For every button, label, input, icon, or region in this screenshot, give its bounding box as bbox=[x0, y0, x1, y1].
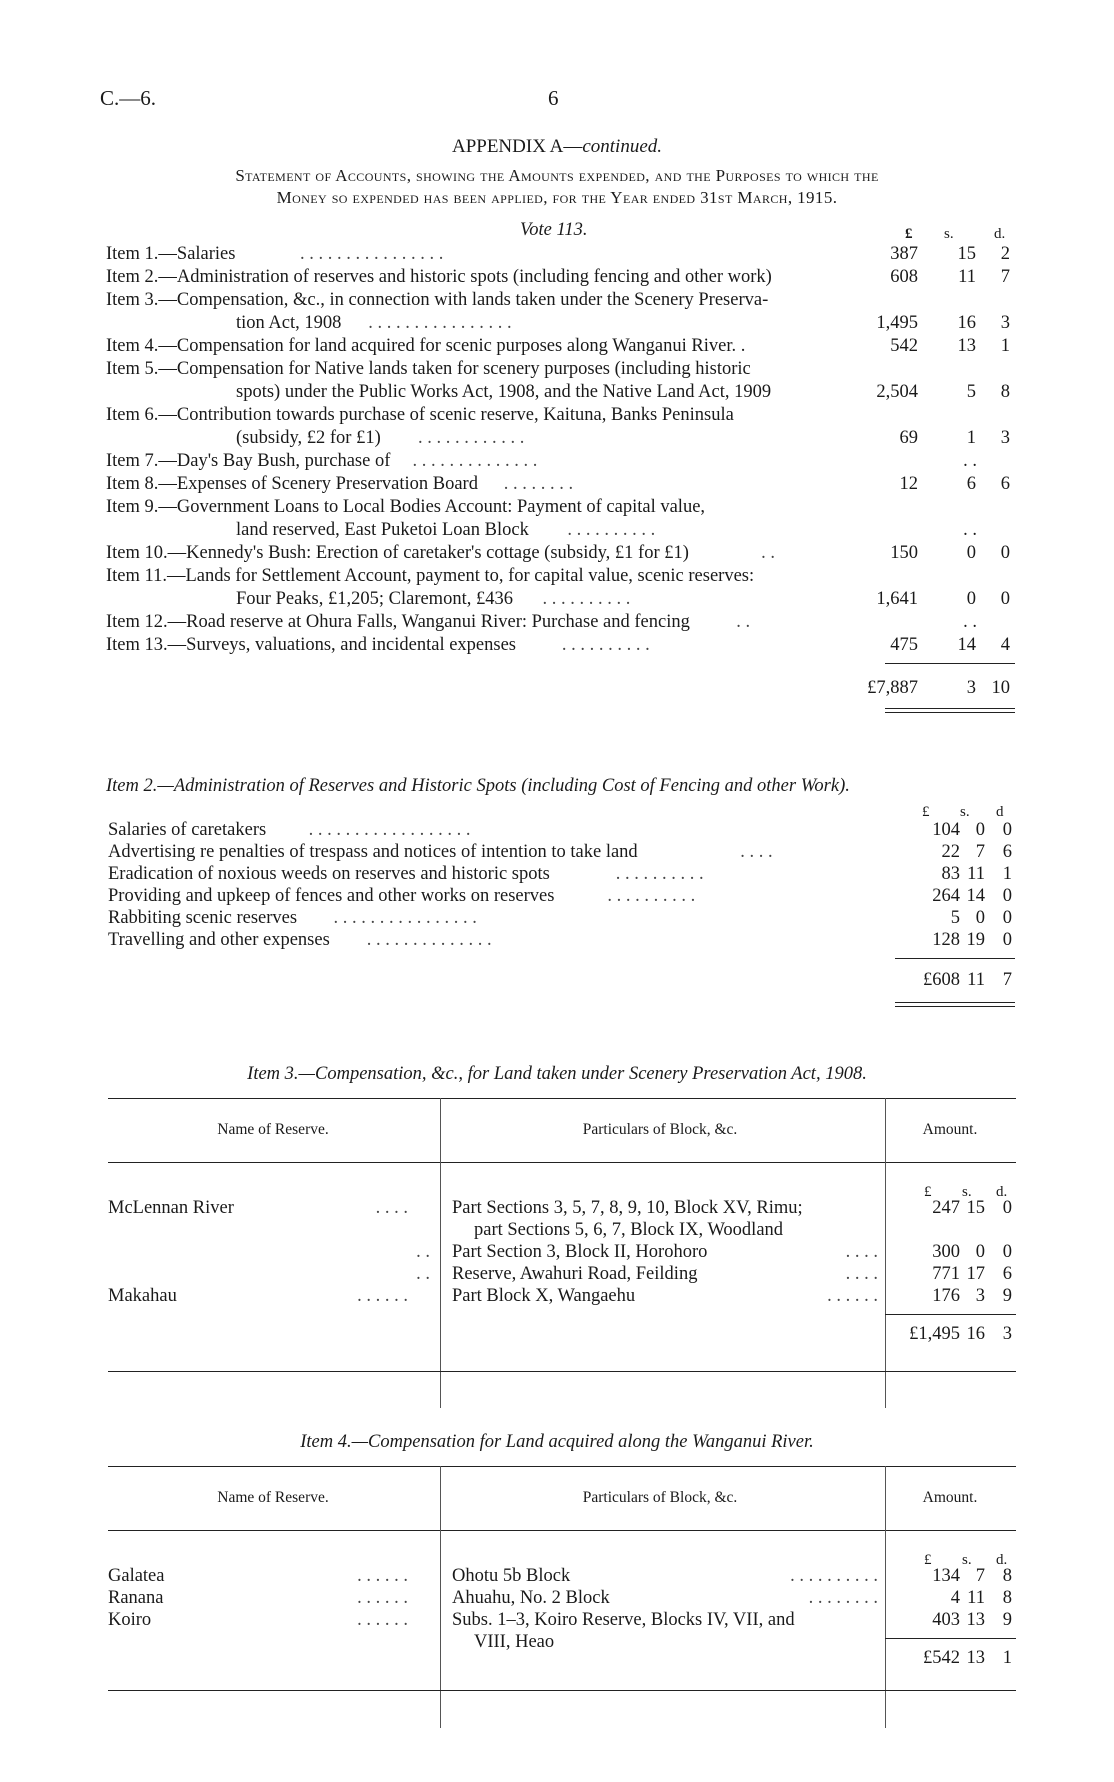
vote-item-blank: . . bbox=[963, 612, 977, 632]
item2-row-pence: 0 bbox=[1002, 886, 1012, 906]
item2-row-shillings: 7 bbox=[975, 842, 985, 862]
item3-total-shillings: 16 bbox=[966, 1324, 985, 1344]
item2-row-pounds: 128 bbox=[932, 930, 960, 950]
item3-row-particulars-dots: . . . . . . bbox=[827, 1286, 878, 1306]
item4-rule-bottom bbox=[108, 1690, 1016, 1691]
statement-line-1: Statement of Accounts, showing the Amounts expended, and the Purposes to which the bbox=[235, 166, 879, 185]
item3-row-particulars: Part Block X, Wangaehu bbox=[452, 1286, 636, 1306]
item4-row-shillings: 13 bbox=[966, 1610, 985, 1630]
item3-row-pounds: 176 bbox=[932, 1286, 960, 1306]
item4-vline-1 bbox=[440, 1466, 441, 1728]
item2-row-shillings: 11 bbox=[967, 864, 985, 884]
vote-item-pence: 7 bbox=[1000, 267, 1010, 287]
item2-col-pence: d bbox=[996, 804, 1004, 820]
vote-item-line: Item 8.—Expenses of Scenery Preservation Board bbox=[106, 474, 478, 494]
vote-item-dots: . . . . . . . . . . . . . . bbox=[412, 451, 538, 471]
item4-row-shillings: 11 bbox=[967, 1588, 985, 1608]
vote-item-shillings: 0 bbox=[966, 543, 976, 563]
item2-total-pounds: £608 bbox=[923, 970, 960, 990]
vote-item-line: Item 2.—Administration of reserves and historic spots (including fencing and other work) bbox=[106, 267, 772, 287]
vote-item-shillings: 14 bbox=[957, 635, 976, 655]
vote-item-shillings: 13 bbox=[957, 336, 976, 356]
vote-item-pounds: 542 bbox=[890, 336, 918, 356]
item2-row-pounds: 83 bbox=[941, 864, 960, 884]
item4-row-pence: 8 bbox=[1002, 1566, 1012, 1586]
vote-item-pence: 0 bbox=[1000, 543, 1010, 563]
item4-row-particulars-dots: . . . . . . . . . . bbox=[790, 1566, 878, 1586]
item2-row-label: Eradication of noxious weeds on reserves and historic spots bbox=[108, 864, 550, 884]
item4-header-name: Name of Reserve. bbox=[217, 1489, 329, 1506]
item4-col-pence: d. bbox=[996, 1552, 1008, 1568]
item4-header-particulars: Particulars of Block, &c. bbox=[582, 1489, 738, 1506]
item2-row-pence: 0 bbox=[1002, 908, 1012, 928]
vote-item-line: Item 10.—Kennedy's Bush: Erection of caretaker's cottage (subsidy, £1 for £1) bbox=[106, 543, 689, 563]
item2-row-shillings: 0 bbox=[975, 820, 985, 840]
vote-total-rule-top bbox=[885, 663, 1015, 664]
item4-total-pence: 1 bbox=[1002, 1648, 1012, 1668]
vote-item-pence: 4 bbox=[1000, 635, 1010, 655]
vote-item-line: Item 5.—Compensation for Native lands taken for scenery purposes (including historic bbox=[106, 359, 751, 379]
vote-item-blank: . . bbox=[963, 520, 977, 540]
item3-row-particulars-cont: part Sections 5, 6, 7, Block IX, Woodland bbox=[474, 1220, 784, 1240]
vote-item-pence: 1 bbox=[1000, 336, 1010, 356]
item2-row-dots: . . . . . . . . . . bbox=[607, 886, 696, 906]
appendix-title bbox=[0, 136, 1114, 158]
item2-row-shillings: 0 bbox=[975, 908, 985, 928]
item2-row-pence: 0 bbox=[1002, 820, 1012, 840]
vote-item-pence: 3 bbox=[1000, 428, 1010, 448]
item3-total-rule bbox=[885, 1314, 1016, 1315]
vote-item-pounds: 2,504 bbox=[876, 382, 918, 402]
item4-row-name-dots: . . . . . . bbox=[357, 1610, 408, 1630]
vote-item-pounds: 1,495 bbox=[876, 313, 918, 333]
item2-total-pence: 7 bbox=[1002, 970, 1012, 990]
vote-total-pounds: £7,887 bbox=[867, 678, 918, 698]
item4-row-pence: 9 bbox=[1002, 1610, 1012, 1630]
item2-row-label: Travelling and other expenses bbox=[108, 930, 330, 950]
item2-row-pence: 1 bbox=[1002, 864, 1012, 884]
vote-item-pounds: 1,641 bbox=[876, 589, 918, 609]
item3-row-pence: 0 bbox=[1002, 1198, 1012, 1218]
vote-total-rule-bottom-2 bbox=[885, 712, 1015, 713]
item2-col-pounds: £ bbox=[922, 804, 930, 820]
item4-row-particulars: Subs. 1–3, Koiro Reserve, Blocks IV, VII, and bbox=[452, 1610, 795, 1630]
vote-item-line: Item 11.—Lands for Settlement Account, payment to, for capital value, scenic reserves: bbox=[106, 566, 755, 586]
item3-row-particulars: Part Section 3, Block II, Horohoro bbox=[452, 1242, 708, 1262]
item3-rule-header bbox=[108, 1162, 1016, 1163]
item3-header-particulars: Particulars of Block, &c. bbox=[582, 1121, 738, 1138]
item4-col-pounds: £ bbox=[924, 1552, 932, 1568]
vote-item-pounds: 475 bbox=[890, 635, 918, 655]
appendix-title-main: APPENDIX A— bbox=[451, 136, 583, 157]
vote-item-pence: 0 bbox=[1000, 589, 1010, 609]
item3-caption: Item 3.—Compensation, &c., for Land taken under Scenery Preservation Act, 1908. bbox=[247, 1064, 867, 1084]
item2-row-pounds: 22 bbox=[941, 842, 960, 862]
vote-item-shillings: 0 bbox=[966, 589, 976, 609]
vote-item-line: spots) under the Public Works Act, 1908, and the Native Land Act, 1909 bbox=[236, 382, 772, 402]
item2-row-label: Providing and upkeep of fences and other works on reserves bbox=[108, 886, 555, 906]
item3-row-particulars-dots: . . . . bbox=[845, 1242, 878, 1262]
item2-row-pounds: 5 bbox=[950, 908, 960, 928]
item3-col-pounds: £ bbox=[924, 1184, 932, 1200]
vote-item-line: (subsidy, £2 for £1) bbox=[236, 428, 381, 448]
page-number: 6 bbox=[548, 86, 559, 110]
vote-item-line: Four Peaks, £1,205; Claremont, £436 bbox=[236, 589, 513, 609]
appendix-title-continued: continued. bbox=[582, 136, 663, 157]
vote-item-line: Item 1.—Salaries bbox=[106, 244, 236, 264]
item2-row-pence: 6 bbox=[1002, 842, 1012, 862]
vote-item-line: Item 6.—Contribution towards purchase of scenic reserve, Kaituna, Banks Peninsula bbox=[106, 405, 734, 425]
vote-item-pence: 6 bbox=[1000, 474, 1010, 494]
item2-row-pounds: 264 bbox=[932, 886, 960, 906]
item4-rule-top bbox=[108, 1466, 1016, 1467]
vote-item-line: tion Act, 1908 bbox=[236, 313, 342, 333]
item2-row-shillings: 14 bbox=[966, 886, 985, 906]
vote-item-line: Item 7.—Day's Bay Bush, purchase of bbox=[106, 451, 391, 471]
item4-row-name-dots: . . . . . . bbox=[357, 1588, 408, 1608]
item4-row-name-dots: . . . . . . bbox=[357, 1566, 408, 1586]
vote-item-dots: . . . . . . . . . . . . . . . . bbox=[368, 313, 512, 333]
item4-row-particulars-dots: . . . . . . . . bbox=[808, 1588, 878, 1608]
item3-row-particulars: Reserve, Awahuri Road, Feilding bbox=[452, 1264, 698, 1284]
item2-row-dots: . . . . bbox=[740, 842, 773, 862]
item4-row-pounds: 403 bbox=[932, 1610, 960, 1630]
vote-item-shillings: 16 bbox=[957, 313, 976, 333]
item4-caption: Item 4.—Compensation for Land acquired along the Wanganui River. bbox=[300, 1432, 814, 1452]
item3-row-name-dots: . . . . . . bbox=[357, 1286, 408, 1306]
item3-row-shillings: 17 bbox=[966, 1264, 985, 1284]
item4-row-pounds: 134 bbox=[932, 1566, 960, 1586]
vote-item-dots: . . . . . . . . . . bbox=[561, 635, 650, 655]
item2-total-shillings: 11 bbox=[967, 970, 985, 990]
vote-item-line: Item 3.—Compensation, &c., in connection with lands taken under the Scenery Preserva- bbox=[106, 290, 769, 310]
item3-row-shillings: 0 bbox=[975, 1242, 985, 1262]
vote-item-dots: . . . . . . . . . . . . bbox=[418, 428, 525, 448]
item4-col-shillings: s. bbox=[962, 1552, 972, 1568]
vote-item-pounds: 69 bbox=[899, 428, 918, 448]
vote-item-shillings: 15 bbox=[957, 244, 976, 264]
item3-row-pounds: 247 bbox=[932, 1198, 960, 1218]
item3-header-name: Name of Reserve. bbox=[217, 1121, 329, 1138]
item3-col-shillings: s. bbox=[962, 1184, 972, 1200]
item3-row-pence: 0 bbox=[1002, 1242, 1012, 1262]
vote-item-line: land reserved, East Puketoi Loan Block bbox=[236, 520, 529, 540]
item3-rule-top bbox=[108, 1098, 1016, 1099]
item3-total-pounds: £1,495 bbox=[909, 1324, 960, 1344]
vote-item-pounds: 608 bbox=[890, 267, 918, 287]
item2-row-dots: . . . . . . . . . . . . . . . . bbox=[333, 908, 477, 928]
vote-item-dots: . . bbox=[736, 612, 751, 632]
item2-row-dots: . . . . . . . . . . . . . . . . . . bbox=[308, 820, 471, 840]
item3-col-pence: d. bbox=[996, 1184, 1008, 1200]
vote-item-pence: 3 bbox=[1000, 313, 1010, 333]
item2-row-label: Advertising re penalties of trespass and notices of intention to take land bbox=[108, 842, 638, 862]
item4-row-name: Ranana bbox=[108, 1588, 164, 1608]
item4-row-particulars: Ohotu 5b Block bbox=[452, 1566, 571, 1586]
item2-row-shillings: 19 bbox=[966, 930, 985, 950]
vote-item-dots: . . . . . . . . . . bbox=[567, 520, 656, 540]
item4-row-name: Galatea bbox=[108, 1566, 165, 1586]
item2-total-rule-top bbox=[895, 958, 1015, 959]
item3-vline-1 bbox=[440, 1098, 441, 1408]
item3-row-name-dots: . . bbox=[416, 1242, 430, 1262]
item3-row-particulars-dots: . . . . bbox=[845, 1264, 878, 1284]
item3-row-pence: 9 bbox=[1002, 1286, 1012, 1306]
item2-col-shillings: s. bbox=[960, 804, 970, 820]
vote-item-pounds: 12 bbox=[899, 474, 918, 494]
item2-row-label: Rabbiting scenic reserves bbox=[108, 908, 298, 928]
item4-row-shillings: 7 bbox=[975, 1566, 985, 1586]
vote-col-shillings: s. bbox=[944, 226, 954, 242]
vote-item-shillings: 5 bbox=[966, 382, 976, 402]
item4-header-amount: Amount. bbox=[922, 1489, 978, 1506]
vote-item-dots: . . bbox=[761, 543, 775, 563]
item3-row-pounds: 771 bbox=[932, 1264, 960, 1284]
vote-item-dots: . . . . . . . . bbox=[503, 474, 574, 494]
vote-item-line: Item 13.—Surveys, valuations, and incidental expenses bbox=[106, 635, 516, 655]
item3-rule-bottom bbox=[108, 1371, 1016, 1372]
item3-row-particulars: Part Sections 3, 5, 7, 8, 9, 10, Block XV, Rimu; bbox=[452, 1198, 803, 1218]
item4-total-pounds: £542 bbox=[923, 1648, 960, 1668]
item4-row-particulars: Ahuahu, No. 2 Block bbox=[452, 1588, 610, 1608]
vote-item-dots: . . . . . . . . . . bbox=[542, 589, 631, 609]
item3-row-pence: 6 bbox=[1002, 1264, 1012, 1284]
item2-total-rule-bottom-2 bbox=[895, 1006, 1015, 1007]
vote-col-pounds: £ bbox=[905, 226, 913, 242]
vote-total-rule-bottom-1 bbox=[885, 708, 1015, 709]
vote-item-shillings: 1 bbox=[966, 428, 976, 448]
item4-total-shillings: 13 bbox=[966, 1648, 985, 1668]
item3-row-shillings: 15 bbox=[966, 1198, 985, 1218]
item2-row-pence: 0 bbox=[1002, 930, 1012, 950]
item2-row-dots: . . . . . . . . . . bbox=[615, 864, 704, 884]
vote-item-dots: . . . . . . . . . . . . . . . . bbox=[300, 244, 444, 264]
vote-item-pounds: 150 bbox=[890, 543, 918, 563]
item3-row-name-dots: . . . . bbox=[375, 1198, 408, 1218]
document-reference: C.—6. bbox=[100, 86, 157, 110]
item2-row-dots: . . . . . . . . . . . . . . bbox=[366, 930, 492, 950]
item3-total-pence: 3 bbox=[1002, 1324, 1012, 1344]
vote-heading: Vote 113. bbox=[520, 220, 588, 240]
vote-item-blank: . . bbox=[963, 451, 977, 471]
statement-line-2: Money so expended has been applied, for the Year ended 31st March, 1915. bbox=[276, 188, 838, 207]
item2-row-label: Salaries of caretakers bbox=[108, 820, 267, 840]
item4-rule-header bbox=[108, 1530, 1016, 1531]
item3-row-name: Makahau bbox=[108, 1286, 177, 1306]
item4-row-pence: 8 bbox=[1002, 1588, 1012, 1608]
item4-row-name: Koiro bbox=[108, 1610, 152, 1630]
vote-item-shillings: 6 bbox=[966, 474, 976, 494]
item3-row-shillings: 3 bbox=[975, 1286, 985, 1306]
vote-col-pence: d. bbox=[994, 226, 1006, 242]
vote-item-line: Item 12.—Road reserve at Ohura Falls, Wanganui River: Purchase and fencing bbox=[106, 612, 690, 632]
item2-total-rule-bottom-1 bbox=[895, 1002, 1015, 1003]
item2-row-pounds: 104 bbox=[932, 820, 960, 840]
item3-row-pounds: 300 bbox=[932, 1242, 960, 1262]
vote-total-pence: 10 bbox=[991, 678, 1010, 698]
item3-header-amount: Amount. bbox=[922, 1121, 978, 1138]
vote-item-pounds: 387 bbox=[890, 244, 918, 264]
item3-row-name: McLennan River bbox=[108, 1198, 234, 1218]
item4-row-pounds: 4 bbox=[950, 1588, 960, 1608]
vote-item-line: Item 4.—Compensation for land acquired for scenic purposes along Wanganui River. . bbox=[106, 336, 746, 356]
vote-item-pence: 8 bbox=[1000, 382, 1010, 402]
item4-row-particulars-cont: VIII, Heao bbox=[474, 1632, 555, 1652]
vote-item-line: Item 9.—Government Loans to Local Bodies Account: Payment of capital value, bbox=[106, 497, 706, 517]
item3-row-name-dots: . . bbox=[416, 1264, 430, 1284]
vote-total-shillings: 3 bbox=[966, 678, 976, 698]
vote-item-pence: 2 bbox=[1000, 244, 1010, 264]
item4-total-rule bbox=[885, 1638, 1016, 1639]
item2-caption: Item 2.—Administration of Reserves and Historic Spots (including Cost of Fencing and other Work). bbox=[106, 776, 850, 796]
vote-item-shillings: 11 bbox=[958, 267, 976, 287]
